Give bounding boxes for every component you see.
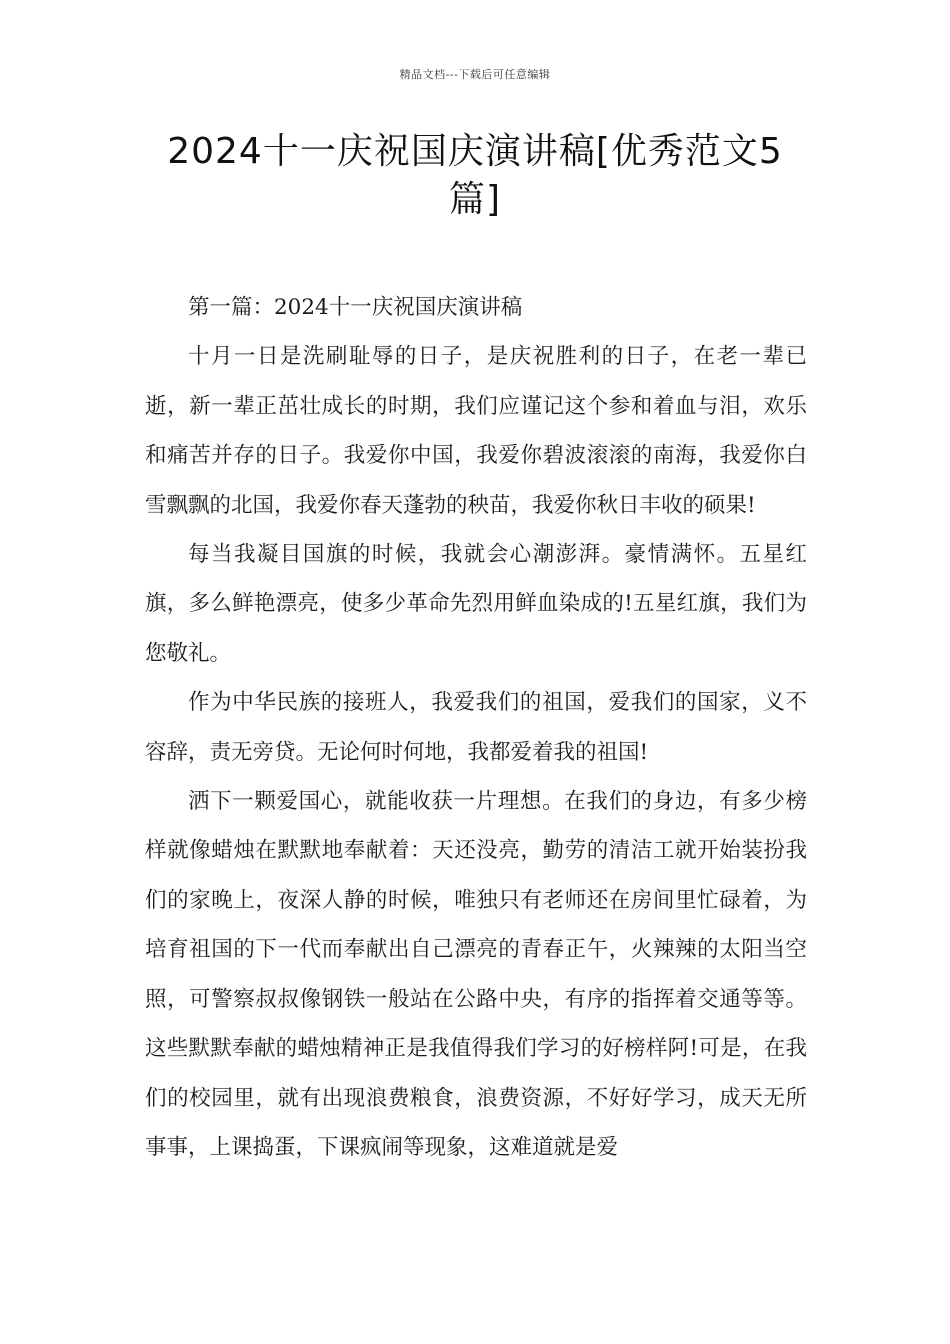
paragraph: 每当我凝目国旗的时候，我就会心潮澎湃。豪情满怀。五星红旗，多么鲜艳漂亮，使多少革命先烈用鲜血染成的!五星红旗，我们为您敬礼。 (145, 542, 807, 666)
section-heading: 第一篇：2024十一庆祝国庆演讲稿 (188, 295, 523, 320)
document-body (145, 283, 807, 1172)
paragraph: 十月一日是洗刷耻辱的日子，是庆祝胜利的日子，在老一辈已逝，新一辈正茁壮成长的时期，我们应谨记这个参和着血与泪，欢乐和痛苦并存的日子。我爱你中国，我爱你碧波滚滚的南海，我爱你白雪飘飘的北国，我爱你春天蓬勃的秧苗，我爱你秋日丰收的硕果! (145, 344, 807, 518)
header-note: 精品文档---下载后可任意编辑 (399, 68, 551, 81)
paragraph: 洒下一颗爱国心，就能收获一片理想。在我们的身边，有多少榜样就像蜡烛在默默地奉献着：天还没亮，勤劳的清洁工就开始装扮我们的家晚上，夜深人静的时候，唯独只有老师还在房间里忙碌着，为培育祖国的下一代而奉献出自己漂亮的青春正午，火辣辣的太阳当空照，可警察叔叔像钢铁一般站在公路中央，有序的指挥着交通等等。这些默默奉献的蜡烛精神正是我值得我们学习的好榜样阿!可是，在我们的校园里，就有出现浪费粮食，浪费资源，不好好学习，成天无所事事，上课捣蛋，下课疯闹等现象，这难道就是爱 (145, 789, 807, 1160)
document-title: 2024十一庆祝国庆演讲稿[优秀范文5篇] (167, 131, 783, 220)
paragraph: 作为中华民族的接班人，我爱我们的祖国，爱我们的国家，义不容辞，责无旁贷。无论何时何地，我都爱着我的祖国! (145, 690, 807, 765)
